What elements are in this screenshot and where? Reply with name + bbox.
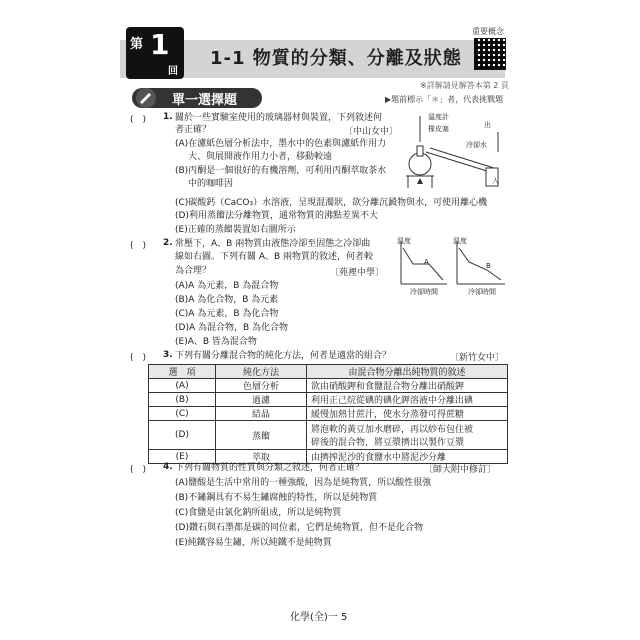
badge-prefix: 第: [130, 37, 144, 52]
table-cell-method: 蒸餾: [216, 421, 307, 450]
table-header-row: [149, 365, 508, 379]
option-b: (B)不鏽鋼具有不易生鏽腐蝕的特性，所以是純物質: [175, 493, 378, 503]
table-row: [149, 379, 508, 393]
cooling-curves-figure: [395, 240, 510, 290]
chart-ylabel-a: 溫度: [397, 237, 411, 245]
table-cell-method: 萃取: [216, 450, 307, 464]
option-c: (C)A 為元素，B 為化合物: [175, 309, 279, 319]
curve-b: [459, 248, 501, 280]
question-source: 〔中山女中〕: [344, 127, 399, 137]
question-stem: 關於一些實驗室使用的玻璃器材與裝置，下列敘述何: [175, 113, 383, 123]
table-cell-option: (C): [149, 407, 216, 421]
figure-label-thermometer: 溫度計: [428, 113, 449, 121]
option-a: (A)鹽酸是生活中常用的一種強酸，因為是純物質，所以酸性很強: [175, 478, 432, 488]
option-a-cont: 大、與展開液作用力小者，移動較遠: [188, 152, 333, 162]
chart-label-a: A: [424, 258, 429, 266]
table-row: [149, 393, 508, 407]
table-cell-desc: 緩慢加熱甘蔗汁，使水分蒸發可得蔗糖: [307, 407, 508, 421]
table-row: [149, 407, 508, 421]
table-row: [149, 421, 508, 450]
question-number: 1.: [163, 112, 173, 122]
answer-blank[interactable]: ( ): [130, 465, 147, 475]
answer-note: ※詳解請見解答本第 2 頁: [420, 81, 509, 90]
option-a: (A)A 為元素，B 為混合物: [175, 281, 279, 291]
figure-label-in: 入: [492, 177, 499, 185]
badge-suffix: 回: [168, 66, 178, 77]
option-c: (C)食鹽是由氯化鈉所組成，所以是純物質: [175, 508, 342, 518]
option-e: (E)正確的蒸餾裝置如右圖所示: [175, 225, 296, 235]
table-cell-option: (B): [149, 393, 216, 407]
option-a: (A)在濾紙色層分析法中，墨水中的色素與濾紙作用力: [175, 139, 387, 149]
table-cell-method: 過濾: [216, 393, 307, 407]
option-d: (D)利用蒸餾法分離物質，通常物質的沸點差異不大: [175, 211, 378, 221]
figure-label-out: 出: [484, 121, 491, 129]
qr-label: 重要概念: [472, 27, 504, 36]
table-cell-desc: 由擠搾泥沙的食鹽水中將泥沙分離: [307, 450, 508, 464]
option-b: (B)丙酮是一個很好的有機溶劑，可利用丙酮萃取茶水: [175, 166, 387, 176]
question-stem: 者正確？: [175, 125, 212, 135]
answer-blank[interactable]: ( ): [130, 353, 147, 363]
table-cell-method: 色層分析: [216, 379, 307, 393]
pencil-icon: [134, 87, 158, 109]
question-source: 〔苑裡中學〕: [330, 268, 385, 278]
table-header: 純化方法: [216, 365, 307, 379]
question-source: 〔新竹女中〕: [450, 353, 505, 363]
separation-methods-table: [148, 364, 508, 464]
curve-a: [403, 248, 443, 280]
table-header: 選 項: [149, 365, 216, 379]
option-e: (E)A、B 皆為混合物: [175, 337, 257, 347]
table-cell-method: 結晶: [216, 407, 307, 421]
option-c: (C)碳酸鈣（CaCO₃）水溶液，呈現混濁狀，欲分離沉澱物與水，可使用離心機: [175, 198, 488, 208]
option-e: (E)純鐵容易生鏽，所以純鐵不是純物質: [175, 538, 332, 548]
option-b: (B)A 為化合物，B 為元素: [175, 295, 279, 305]
chart-xlabel-a: 冷卻時間: [410, 288, 438, 296]
question-stem: 下列有關物質的性質與分類之敘述，何者正確？: [175, 463, 365, 473]
question-number: 2.: [163, 238, 173, 248]
chart-ylabel-b: 溫度: [453, 237, 467, 245]
table-cell-option: (A): [149, 379, 216, 393]
badge-number: 1: [150, 28, 170, 61]
chart-xlabel-b: 冷卻時間: [468, 288, 496, 296]
table-cell-desc: [307, 421, 508, 450]
option-d: (D)A 為混合物，B 為化合物: [175, 323, 289, 333]
qr-code-icon[interactable]: [474, 38, 506, 70]
option-d: (D)鑽石與石墨都是碳的同位素，它們是純物質，但不是化合物: [175, 523, 423, 533]
table-cell-desc-line: 碎後的混合物，將豆漿擠出以製作豆漿: [311, 438, 465, 448]
table-cell-option: (D): [149, 421, 216, 450]
question-stem: 下列有關分離混合物的純化方法，何者是適當的組合？: [175, 351, 392, 361]
section-title: 單一選擇題: [172, 93, 238, 108]
hint-note: ▶題前標示「＊」者，代表挑戰題: [385, 95, 504, 104]
question-stem: 為合理？: [175, 266, 212, 276]
question-stem: 線如右圖。下列有關 A、B 兩物質的敘述，何者較: [175, 252, 374, 262]
question-number: 4.: [163, 462, 173, 472]
figure-label-cooling: 冷卻水: [466, 141, 487, 149]
table-header: 由混合物分離出純物質的敘述: [307, 365, 508, 379]
page-footer: 化學(全)一 5: [290, 612, 348, 623]
answer-blank[interactable]: ( ): [130, 115, 147, 125]
table-cell-desc: 欲由硝酸鉀和食鹽混合物分離出硝酸鉀: [307, 379, 508, 393]
table-cell-desc: 利用正己烷從碘的碘化鉀溶液中分離出碘: [307, 393, 508, 407]
figure-label-stopper: 橡皮塞: [428, 125, 449, 133]
chapter-title: 1-1 物質的分類、分離及狀態: [210, 48, 462, 69]
chart-label-b: B: [486, 262, 491, 270]
question-number: 3.: [163, 350, 173, 360]
answer-blank[interactable]: ( ): [130, 241, 147, 251]
option-b-cont: 中的咖啡因: [188, 179, 234, 189]
table-cell-desc-line: 將泡軟的黃豆加水磨碎，再以紗布包住被: [311, 425, 474, 435]
question-stem: 常壓下，A、B 兩物質由液態冷卻至固態之冷卻曲: [175, 239, 371, 249]
table-cell-option: (E): [149, 450, 216, 464]
question-source: 〔師大附中修訂〕: [424, 465, 497, 475]
